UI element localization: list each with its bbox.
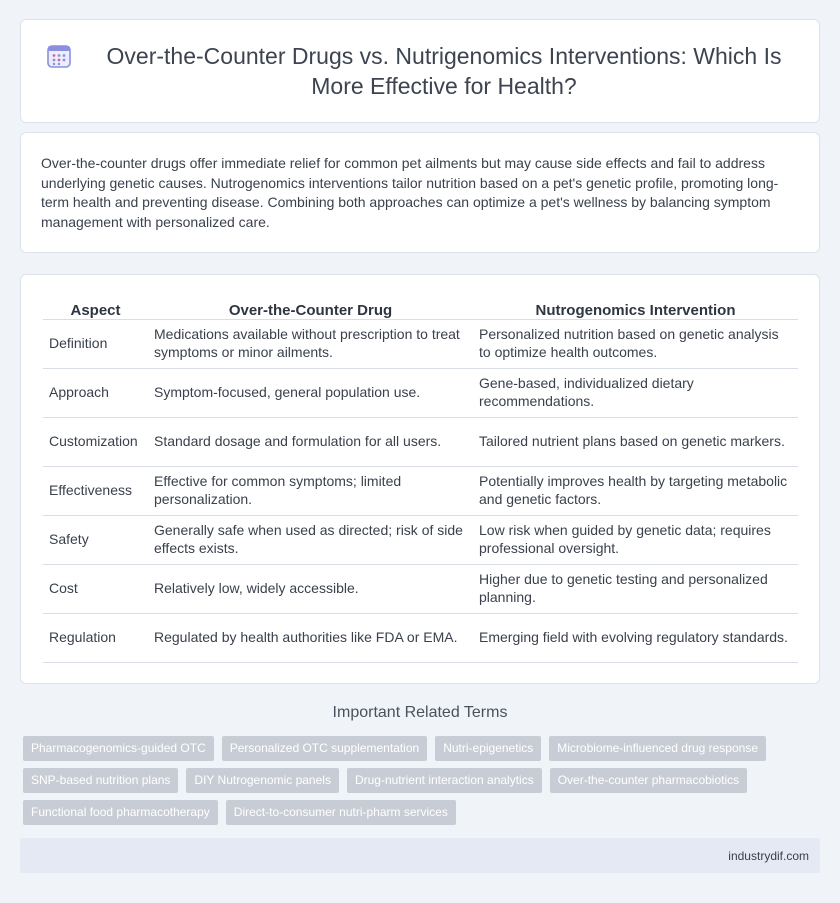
cell-nutro: Potentially improves health by targeting metabolic and genetic factors. bbox=[473, 466, 798, 515]
related-term-tag[interactable]: Over-the-counter pharmacobiotics bbox=[550, 768, 747, 793]
cell-nutro: Personalized nutrition based on genetic analysis to optimize health outcomes. bbox=[473, 319, 798, 368]
cell-nutro: Tailored nutrient plans based on genetic markers. bbox=[473, 417, 798, 466]
comparison-table bbox=[43, 295, 798, 663]
cell-otc: Symptom-focused, general population use. bbox=[148, 368, 473, 417]
related-term-tag[interactable]: Direct-to-consumer nutri-pharm services bbox=[226, 800, 456, 825]
related-term-tag[interactable]: DIY Nutrogenomic panels bbox=[186, 768, 339, 793]
table-row bbox=[43, 319, 798, 368]
related-term-tag[interactable]: Pharmacogenomics-guided OTC bbox=[23, 736, 214, 761]
title-wrap bbox=[40, 41, 800, 101]
cell-aspect: Customization bbox=[43, 417, 148, 466]
cell-nutro: Emerging field with evolving regulatory standards. bbox=[473, 613, 798, 662]
related-term-tag[interactable]: Nutri-epigenetics bbox=[435, 736, 541, 761]
cell-otc: Medications available without prescription to treat symptoms or minor ailments. bbox=[148, 319, 473, 368]
cell-aspect: Approach bbox=[43, 368, 148, 417]
table-row bbox=[43, 515, 798, 564]
cell-otc: Standard dosage and formulation for all users. bbox=[148, 417, 473, 466]
header-otc-drug: Over-the-Counter Drug bbox=[148, 295, 473, 319]
cell-aspect: Regulation bbox=[43, 613, 148, 662]
cell-aspect: Safety bbox=[43, 515, 148, 564]
related-terms-title: Important Related Terms bbox=[332, 704, 508, 721]
comparison-card bbox=[20, 274, 820, 684]
related-term-tag[interactable]: Drug-nutrient interaction analytics bbox=[347, 768, 542, 793]
cell-nutro: Higher due to genetic testing and personalized planning. bbox=[473, 564, 798, 613]
cell-nutro: Low risk when guided by genetic data; requires professional oversight. bbox=[473, 515, 798, 564]
header-aspect: Aspect bbox=[43, 295, 148, 319]
table-row bbox=[43, 417, 798, 466]
table-row bbox=[43, 613, 798, 662]
header-nutrogenomics: Nutrogenomics Intervention bbox=[473, 295, 798, 319]
footer bbox=[20, 838, 820, 873]
intro-text: Over-the-counter drugs offer immediate relief for common pet ailments but may cause side effects and fail to address underlying genetic causes. Nutrogenomics interventions tailor nutrition based on a pet's genetic profile, promoting long-term health and preventing disease. Combining both approaches can optimize a pet's wellness by balancing symptom management with personalized care. bbox=[41, 155, 779, 230]
cell-nutro: Gene-based, individualized dietary recommendations. bbox=[473, 368, 798, 417]
table-row bbox=[43, 564, 798, 613]
related-term-tag[interactable]: Microbiome-influenced drug response bbox=[549, 736, 766, 761]
related-term-tag[interactable]: Personalized OTC supplementation bbox=[222, 736, 427, 761]
table-header-row bbox=[43, 295, 798, 319]
footer-site-link[interactable]: industrydif.com bbox=[728, 848, 809, 863]
related-term-tag[interactable]: SNP-based nutrition plans bbox=[23, 768, 178, 793]
cell-aspect: Cost bbox=[43, 564, 148, 613]
related-term-tag[interactable]: Functional food pharmacotherapy bbox=[23, 800, 218, 825]
calendar-grid-icon bbox=[46, 43, 72, 69]
cell-otc: Regulated by health authorities like FDA or EMA. bbox=[148, 613, 473, 662]
intro-card bbox=[20, 132, 820, 253]
title-card bbox=[20, 19, 820, 123]
table-row bbox=[43, 368, 798, 417]
related-terms-tags bbox=[23, 736, 813, 832]
table-row bbox=[43, 466, 798, 515]
cell-aspect: Definition bbox=[43, 319, 148, 368]
cell-otc: Relatively low, widely accessible. bbox=[148, 564, 473, 613]
cell-otc: Generally safe when used as directed; risk of side effects exists. bbox=[148, 515, 473, 564]
cell-otc: Effective for common symptoms; limited personalization. bbox=[148, 466, 473, 515]
cell-aspect: Effectiveness bbox=[43, 466, 148, 515]
page-title: Over-the-Counter Drugs vs. Nutrigenomics Interventions: Which Is More Effective for Health? bbox=[106, 43, 782, 99]
